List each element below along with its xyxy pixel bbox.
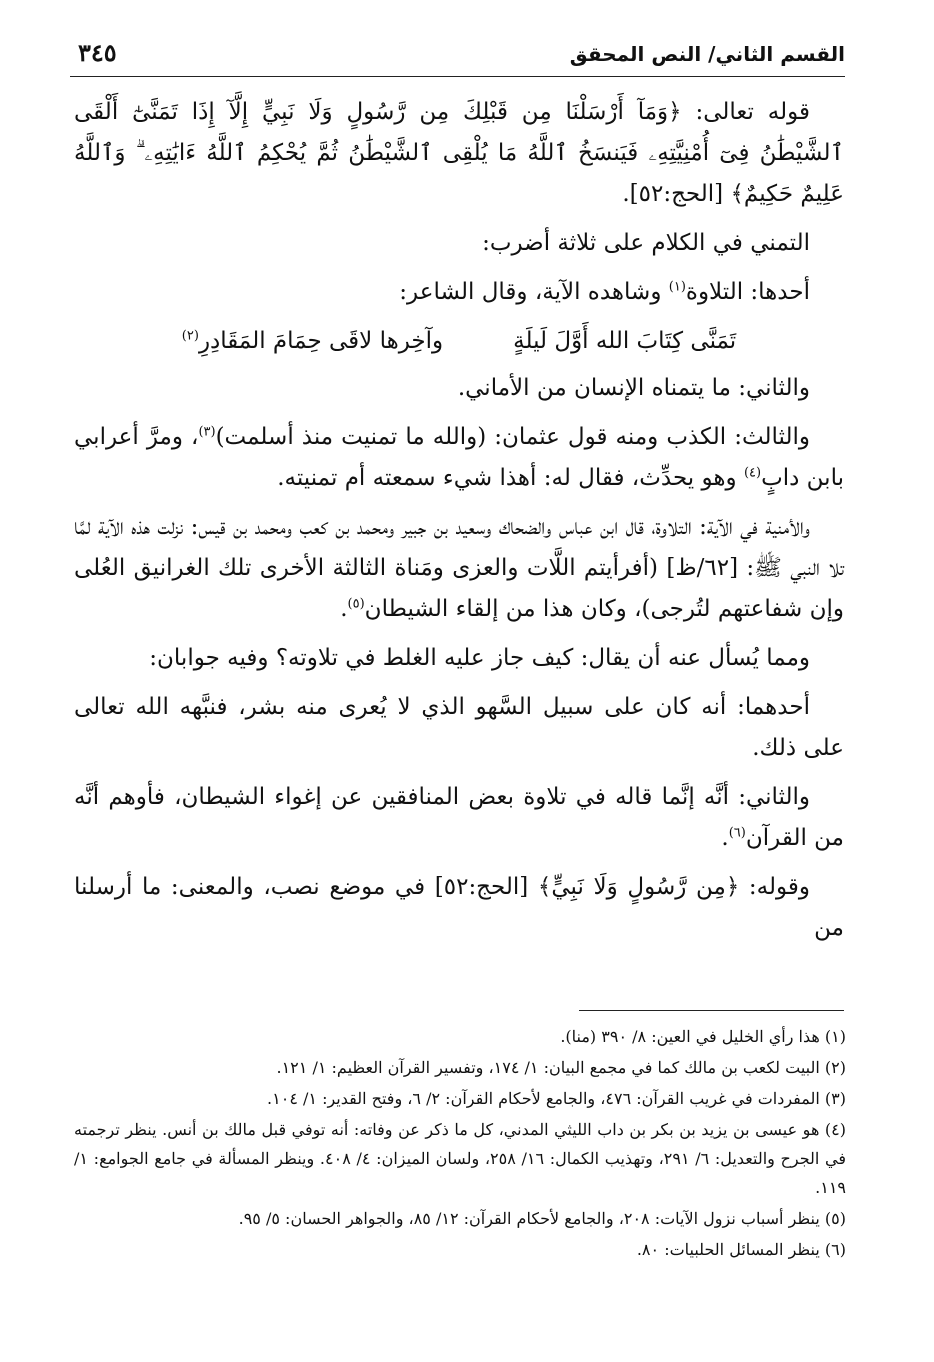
first-type-text: أحدها: التلاوة xyxy=(685,279,810,305)
footnote-1: (١) هذا رأي الخليل في العين: ٨/ ٣٩٠ (منا). xyxy=(560,1027,846,1046)
verse-second-hemistich xyxy=(182,321,443,362)
paragraph-umniyya xyxy=(74,507,844,630)
poetry-verse xyxy=(74,321,844,362)
paragraph-continuation: وقوله: ﴿مِن رَّسُولٍ وَلَا نَبِيٍّ﴾ [الحج:٥٢] في موضع نصب، والمعنى: ما أرسلنا من xyxy=(74,874,844,941)
footnote-ref-5: (٥) xyxy=(347,596,365,612)
footnote-ref-4: (٤) xyxy=(743,465,762,481)
footnote-ref-1: (١) xyxy=(668,279,686,295)
verse-second-text: وآخِرها لاقَى حِمَامَ المَقَادِرِ xyxy=(198,328,444,354)
running-header xyxy=(70,36,845,77)
umniyya-text: والأمنية في الآية: التلاوة، قال ابن عباس والضحاك وسعيد بن جبير ومحمد بن كعب ومحمد بن قيس: نزلت هذه الآية لمَّا تلا النبي ﷺ: [٦٢/ظ] (أفرأيتم اللَّات والعزى ومَناة الثالثة الأخرى تلك الغرانيق العُلى وإن شفاعتهم لتُرجى)، وكان هذا من إلقاء الشيطان xyxy=(74,514,844,622)
verse-first-hemistich: تَمَنَّى كِتَابَ الله أَوَّلَ لَيلَةٍ xyxy=(513,328,737,354)
footnote-3: (٣) المفردات في غريب القرآن: ٤٧٦، والجامع لأحكام القرآن: ٢/ ٦، وفتح القدير: ١/ ١٠٤. xyxy=(267,1089,846,1108)
third-type-text: والثالث: الكذب ومنه قول عثمان: (والله ما تمنيت منذ أسلمت) xyxy=(215,424,810,450)
footnote-ref-6: (٦) xyxy=(728,825,746,841)
first-type-text-cont: وشاهده الآية، وقال الشاعر: xyxy=(399,279,669,305)
paragraph-tamanni-types: التمني في الكلام على ثلاثة أضرب: xyxy=(482,230,810,256)
paragraph-answer-one: أحدهما: أنه كان على سبيل السَّهو الذي لا يُعرى منه بشر، فنبَّهه الله تعالى على ذلك. xyxy=(74,694,844,761)
footnote-6: (٦) ينظر المسائل الحلبيات: ٨٠. xyxy=(636,1240,846,1259)
paragraph-first-type xyxy=(74,272,844,313)
answer-two-text-end: . xyxy=(721,825,729,851)
footnote-4: (٤) هو عيسى بن يزيد بن بكر بن داب الليثي المدني، كل ما ذكر عن وفاته: أنه توفي قبل مالك بن أنس. ينظر ترجمته في الجرح والتعديل: ٦/ ٢٩١، وتهذيب الكمال: ١٦/ ٢٥٨، ولسان الميزان: ٤/ ٤٠٨. وينظر المسألة في جامع الجوامع: ١/ ١١٩. xyxy=(74,1120,847,1197)
paragraph-question: ومما يُسأل عنه أن يقال: كيف جاز عليه الغلط في تلاوته؟ وفيه جوابان: xyxy=(149,645,810,671)
footnote-5: (٥) ينظر أسباب نزول الآيات: ٢٠٨، والجامع لأحكام القرآن: ١٢/ ٨٥، والجواهر الحسان: ٥/ ٩٥. xyxy=(238,1209,846,1228)
answer-two-text: والثاني: أنَّه إنَّما قاله في تلاوة بعض المنافقين عن إغواء الشيطان، فأوهم أنَّه من القرآن xyxy=(74,784,844,851)
third-type-text-cont: ، ومرَّ أعرابي بابن دابٍ xyxy=(74,424,844,491)
umniyya-text-end: . xyxy=(340,596,348,622)
footnote-ref-3: (٣) xyxy=(198,424,216,440)
footnote-ref-2: (٢) xyxy=(181,328,199,344)
paragraph-third-type xyxy=(74,417,844,499)
footnote-divider xyxy=(579,1010,844,1011)
main-text xyxy=(74,92,844,957)
page-number: ٣٤٥ xyxy=(78,38,117,67)
footnotes xyxy=(74,1022,846,1266)
section-title: القسم الثاني/ النص المحقق xyxy=(569,42,845,66)
paragraph-answer-two xyxy=(74,777,844,859)
paragraph-second-type: والثاني: ما يتمناه الإنسان من الأماني. xyxy=(457,375,810,401)
third-type-text-end: وهو يحدِّث، فقال له: أهذا شيء سمعته أم تمنيته. xyxy=(277,465,744,491)
footnote-2: (٢) البيت لكعب بن مالك كما في مجمع البيان: ١/ ١٧٤، وتفسير القرآن العظيم: ١/ ١٢١. xyxy=(276,1058,846,1077)
paragraph-verse-quote: قوله تعالى: ﴿وَمَآ أَرْسَلْنَا مِن قَبْلِكَ مِن رَّسُولٍ وَلَا نَبِيٍّ إِلَّآ إِذَا تَمَنَّىٰٓ أَلْقَى ٱلشَّيْطَٰنُ فِىٓ أُمْنِيَّتِهِۦ فَيَنسَخُ ٱللَّهُ مَا يُلْقِى ٱلشَّيْطَٰنُ ثُمَّ يُحْكِمُ ٱللَّهُ ءَايَٰتِهِۦ ۗ وَٱللَّهُ عَلِيمٌ حَكِيمٌ﴾ [الحج:٥٢]. xyxy=(74,99,844,207)
